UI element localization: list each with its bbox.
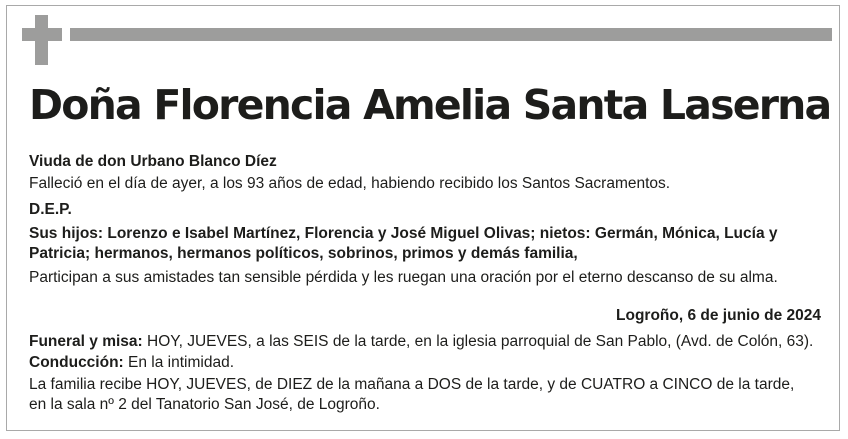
death-text: Falleció en el día de ayer, a los 93 años de edad, habiendo recibido los Santos Sacramentos. — [29, 175, 671, 192]
dep: D.E.P. — [29, 201, 72, 218]
conduction-line — [29, 353, 829, 373]
request-text: Participan a sus amistades tan sensible pérdida y les ruegan una oración por el eterno descanso de su alma. — [29, 269, 778, 286]
funeral-text: HOY, JUEVES, a las SEIS de la tarde, en la iglesia parroquial de San Pablo, (Avd. de Colón, 63). — [142, 333, 814, 350]
place-date: Logroño, 6 de junio de 2024 — [616, 307, 821, 324]
funeral-line — [29, 332, 829, 352]
conduction-text: En la intimidad. — [123, 354, 234, 371]
family-list: Sus hijos: Lorenzo e Isabel Martínez, Florencia y José Miguel Olivas; nietos: Germán, Mónica, Lucía y Patricia; hermanos, hermanos políticos, sobrinos, primos y demás familia, — [29, 225, 778, 262]
conduction-label: Conducción: — [29, 354, 124, 371]
funeral-label: Funeral y misa: — [29, 333, 143, 350]
reception-line-1: La familia recibe HOY, JUEVES, de DIEZ de la mañana a DOS de la tarde, y de CUATRO a CINCO de la tarde, — [29, 376, 795, 393]
header-bar — [70, 28, 832, 41]
deceased-name: Doña Florencia Amelia Santa Laserna — [29, 81, 831, 129]
cross-horizontal — [22, 28, 62, 41]
widow-of: Viuda de don Urbano Blanco Díez — [29, 153, 277, 170]
cross-icon — [22, 15, 62, 65]
reception-line-2: en la sala nº 2 del Tanatorio San José, de Logroño. — [29, 396, 380, 413]
